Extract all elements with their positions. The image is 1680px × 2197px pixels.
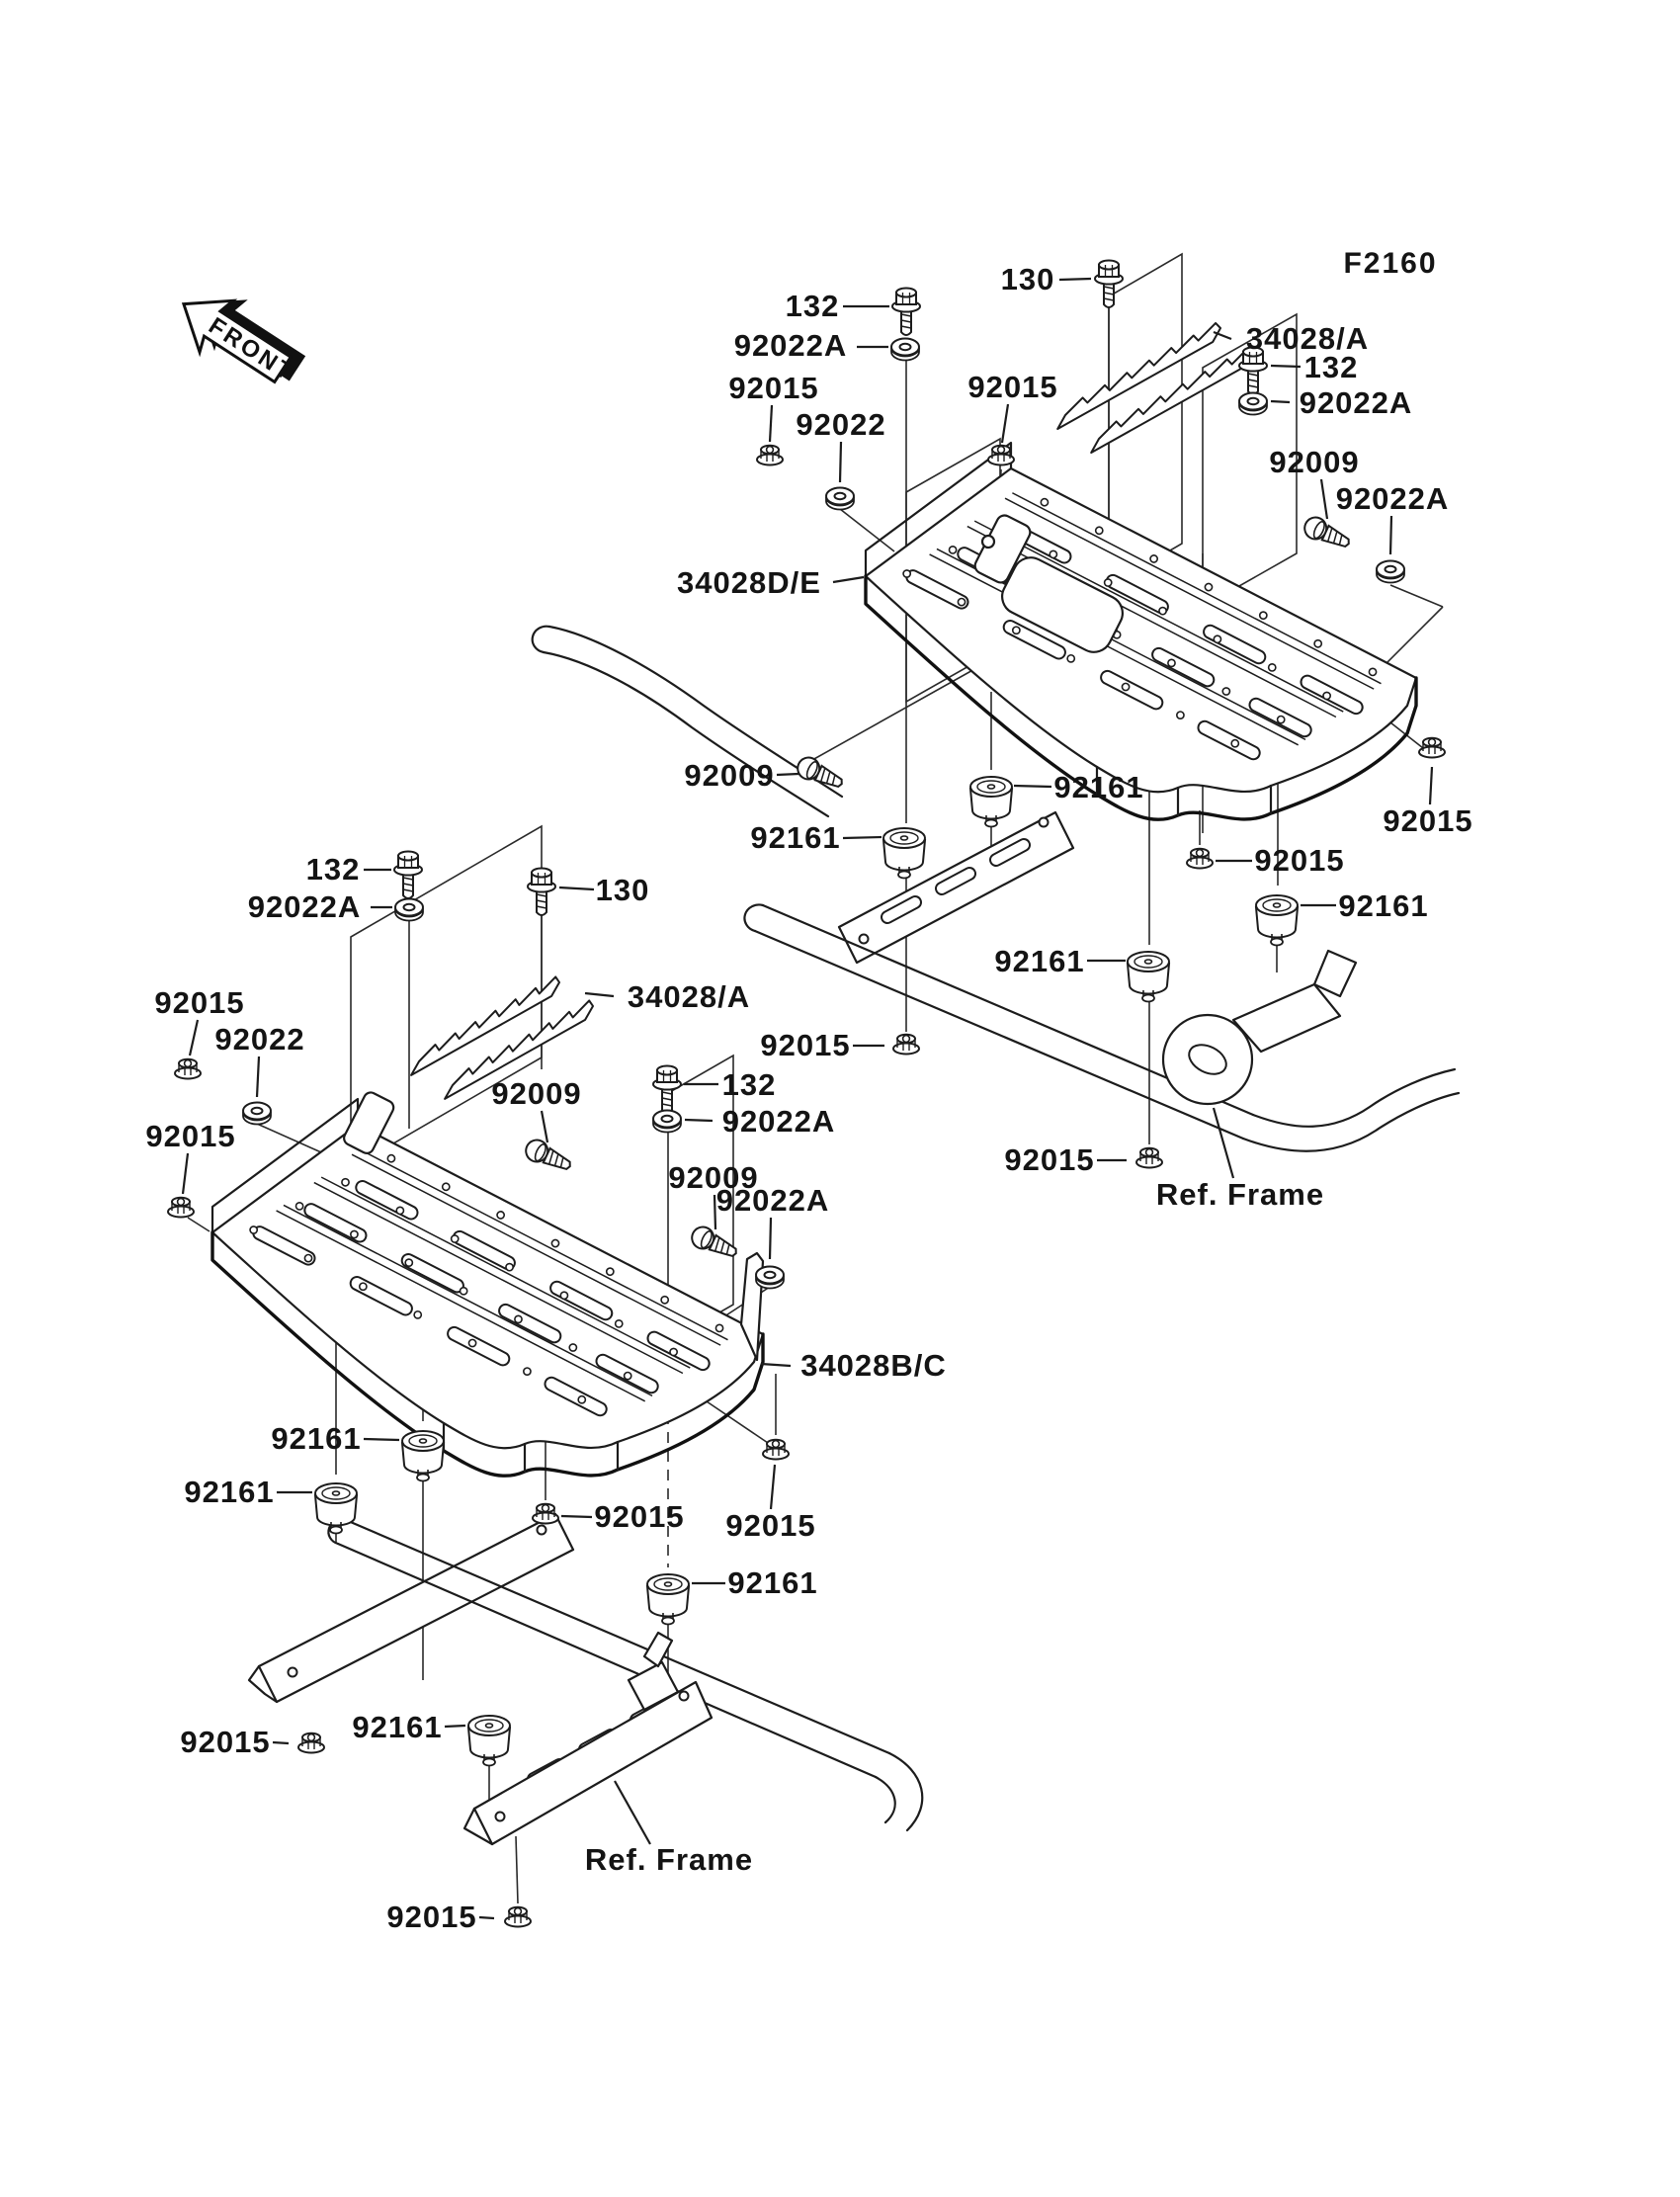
leader-line [840, 442, 841, 482]
part-label-92015: 92015 [728, 371, 819, 405]
part-label-92015: 92015 [967, 370, 1058, 404]
leader-line [1430, 767, 1432, 804]
leader-line [479, 1917, 494, 1918]
leader-line [777, 774, 798, 775]
leader-line [1271, 401, 1290, 402]
pan-screw-icon [523, 1137, 575, 1176]
leader-line [1002, 404, 1008, 443]
part-label-34028-a: 34028/A [627, 979, 751, 1014]
washer-icon [653, 1111, 681, 1133]
rubber-damper-icon [315, 1483, 357, 1534]
part-label-92015: 92015 [1254, 843, 1345, 878]
leader-line [257, 1056, 259, 1097]
part-label-92009: 92009 [668, 1160, 759, 1195]
part-label-92009: 92009 [491, 1076, 582, 1111]
part-label-132: 132 [305, 852, 361, 887]
footboard-plate-upper [866, 443, 1416, 819]
leader-line [1059, 279, 1091, 280]
leader-line [770, 1218, 771, 1259]
part-label-34028b-c: 34028B/C [800, 1348, 947, 1383]
flange-nut-icon [298, 1733, 324, 1753]
leader-line [615, 1781, 650, 1844]
leader-line [685, 1120, 713, 1121]
flange-nut-icon [1187, 849, 1213, 869]
flange-nut-icon [505, 1907, 531, 1927]
washer-icon [395, 899, 423, 921]
leader-line [561, 1516, 592, 1517]
rubber-damper-icon [468, 1716, 510, 1766]
flange-nut-icon [175, 1059, 201, 1079]
guide-line [257, 1124, 321, 1152]
leader-line [542, 1111, 547, 1142]
part-label-92015: 92015 [154, 985, 245, 1020]
part-label-92015: 92015 [180, 1725, 271, 1759]
rubber-damper-icon [883, 828, 925, 879]
washer-icon [756, 1267, 784, 1289]
part-label-132: 132 [721, 1067, 777, 1102]
part-label-92015: 92015 [725, 1508, 816, 1543]
flange-bolt-icon [394, 852, 422, 899]
leader-line [771, 1465, 775, 1509]
ref-frame-label: Ref. Frame [1155, 1177, 1325, 1212]
flange-nut-icon [533, 1504, 558, 1524]
leader-line [190, 1020, 198, 1056]
part-label-92022a: 92022A [247, 889, 362, 924]
part-label-92022a: 92022A [721, 1104, 836, 1139]
leader-line [843, 837, 882, 838]
flange-nut-icon [1136, 1148, 1162, 1168]
flange-nut-icon [763, 1440, 789, 1460]
flange-nut-icon [893, 1035, 919, 1055]
leader-line [559, 887, 594, 889]
part-label-132: 132 [1303, 350, 1359, 384]
flange-bolt-icon [653, 1066, 681, 1114]
washer-icon [243, 1103, 271, 1125]
part-label-92015: 92015 [1004, 1142, 1095, 1177]
rubber-damper-icon [402, 1431, 444, 1481]
figure-code: F2160 [1343, 247, 1438, 280]
rubber-damper-icon [1128, 952, 1169, 1002]
part-label-92161: 92161 [1053, 770, 1144, 804]
leader-line [770, 405, 772, 442]
leader-line [761, 1364, 791, 1366]
part-label-130: 130 [1000, 262, 1055, 296]
leader-line [183, 1153, 188, 1194]
leader-line [585, 993, 614, 996]
guide-line [516, 1836, 518, 1903]
pan-screw-icon [795, 754, 847, 794]
washer-icon [1377, 561, 1404, 583]
part-label-92161: 92161 [727, 1565, 818, 1600]
flange-nut-icon [168, 1198, 194, 1218]
part-label-92022: 92022 [796, 407, 886, 442]
part-label-92161: 92161 [271, 1421, 362, 1456]
front-direction-marker [166, 272, 313, 401]
part-label-92015: 92015 [386, 1900, 477, 1934]
leader-line [1014, 786, 1051, 787]
guide-line [840, 509, 894, 551]
part-label-92015: 92015 [760, 1028, 851, 1062]
part-label-92022a: 92022A [733, 328, 848, 363]
part-label-34028d-e: 34028D/E [677, 565, 821, 600]
washer-icon [891, 339, 919, 361]
part-label-92161: 92161 [352, 1710, 443, 1744]
part-label-92009: 92009 [1269, 445, 1360, 479]
ref-frame-label: Ref. Frame [584, 1842, 754, 1877]
leader-line [273, 1742, 289, 1743]
leader-line [445, 1726, 465, 1727]
leader-line [1214, 1108, 1233, 1178]
part-label-92022a: 92022A [1335, 481, 1450, 516]
guide-line [188, 1218, 210, 1231]
part-label-92161: 92161 [184, 1475, 275, 1509]
front-label: FRONT [204, 312, 299, 387]
pan-screw-icon [1302, 514, 1354, 553]
leader-line [1271, 366, 1301, 367]
washer-icon [826, 488, 854, 510]
part-label-92009: 92009 [684, 758, 775, 793]
part-label-92022a: 92022A [1299, 385, 1413, 420]
leader-line [1390, 516, 1391, 554]
part-label-92161: 92161 [750, 820, 841, 855]
flange-bolt-icon [892, 289, 920, 336]
flange-bolt-icon [528, 869, 555, 916]
rubber-damper-icon [647, 1574, 689, 1625]
guide-line [1390, 585, 1443, 607]
footboard-plate-lower [212, 1090, 763, 1476]
rubber-damper-icon [970, 777, 1012, 827]
washer-icon [1239, 393, 1267, 415]
fastener-glyphs [168, 261, 1445, 1927]
ref-frame-lower [249, 1514, 922, 1844]
flange-bolt-icon [1095, 261, 1123, 308]
part-label-132: 132 [785, 289, 840, 323]
part-label-92022: 92022 [214, 1022, 305, 1056]
leader-line [1321, 479, 1327, 519]
part-label-130: 130 [595, 873, 650, 907]
part-label-92015: 92015 [1383, 803, 1473, 838]
flange-nut-icon [757, 446, 783, 465]
flange-nut-icon [1419, 738, 1445, 758]
leader-line [833, 577, 864, 582]
part-label-92161: 92161 [1338, 888, 1429, 923]
part-label-92161: 92161 [994, 944, 1085, 978]
leader-line [364, 1439, 399, 1440]
rubber-damper-icon [1256, 895, 1298, 946]
flange-nut-icon [988, 446, 1014, 465]
part-label-92015: 92015 [594, 1499, 685, 1534]
part-label-92022a: 92022A [715, 1183, 830, 1218]
part-label-34028-a: 34028/A [1245, 321, 1370, 356]
part-label-92015: 92015 [145, 1119, 236, 1153]
